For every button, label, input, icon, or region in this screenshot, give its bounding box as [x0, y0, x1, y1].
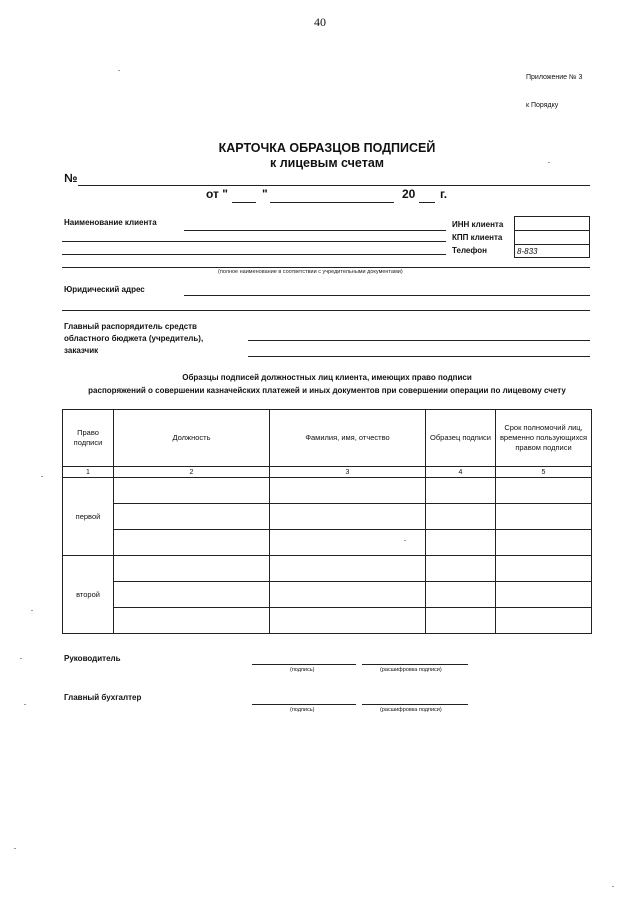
head-decode-caption: (расшифровка подписи): [380, 667, 442, 673]
accountant-decode-caption: (расшифровка подписи): [380, 707, 442, 713]
signature-cell[interactable]: [426, 478, 496, 504]
inn-label: ИНН клиента: [452, 220, 504, 229]
manager-label-2: областного бюджета (учредитель),: [64, 334, 204, 343]
page-number: 40: [314, 15, 326, 29]
manager-line-1[interactable]: [248, 340, 590, 341]
kpp-label: КПП клиента: [452, 233, 503, 242]
scan-speck: [24, 704, 26, 705]
client-name-line-4[interactable]: [62, 267, 590, 268]
position-cell[interactable]: [114, 582, 270, 608]
scan-speck: [404, 540, 406, 541]
table-row: [63, 478, 592, 504]
signature-cell[interactable]: [426, 530, 496, 556]
header-right-to-sign: Право подписи: [63, 410, 114, 467]
client-name-line-3[interactable]: [62, 254, 446, 255]
group-first: первой: [63, 478, 114, 556]
form-subtitle: к лицевым счетам: [269, 156, 385, 170]
accountant-sign-caption: (подпись): [290, 707, 315, 713]
table-row: [63, 582, 592, 608]
kpp-field[interactable]: [515, 231, 589, 245]
date-year-suffix: г.: [440, 187, 448, 201]
signature-cell[interactable]: [426, 582, 496, 608]
column-number: 4: [426, 467, 496, 478]
date-quote-close: ": [262, 187, 268, 201]
table-row: [63, 556, 592, 582]
date-year-prefix: 20: [402, 187, 416, 201]
scan-speck: [41, 476, 43, 477]
legal-address-line-2[interactable]: [62, 310, 590, 311]
term-cell[interactable]: [496, 530, 592, 556]
head-sign-line[interactable]: [252, 664, 356, 665]
number-label: №: [64, 171, 78, 185]
legal-address-label: Юридический адрес: [64, 285, 145, 294]
inn-field[interactable]: [515, 217, 589, 231]
column-number: 3: [270, 467, 426, 478]
date-year-line[interactable]: [419, 202, 435, 203]
accountant-decode-line[interactable]: [362, 704, 468, 705]
number-field-line[interactable]: [78, 185, 590, 186]
scan-speck: [14, 848, 16, 849]
head-decode-line[interactable]: [362, 664, 468, 665]
full-name-cell[interactable]: [270, 530, 426, 556]
position-cell[interactable]: [114, 478, 270, 504]
appendix-line-2: к Порядку: [526, 102, 559, 109]
scan-speck: [118, 70, 120, 71]
table-row: [63, 530, 592, 556]
appendix-line-1: Приложение № 3: [526, 74, 583, 81]
signature-cell[interactable]: [426, 608, 496, 634]
full-name-cell[interactable]: [270, 504, 426, 530]
full-name-cell[interactable]: [270, 582, 426, 608]
table-heading-2: распоряжений о совершении казначейских платежей и иных документов при совершении операции по лицевому счету: [88, 386, 566, 395]
term-cell[interactable]: [496, 556, 592, 582]
position-cell[interactable]: [114, 504, 270, 530]
scan-speck: [548, 162, 550, 163]
column-number: 1: [63, 467, 114, 478]
full-name-cell[interactable]: [270, 608, 426, 634]
date-day-line[interactable]: [232, 202, 256, 203]
term-cell[interactable]: [496, 478, 592, 504]
table-row: [63, 504, 592, 530]
client-name-line-2[interactable]: [62, 241, 446, 242]
signature-rights-table: [62, 409, 592, 634]
table-header-row: [63, 410, 592, 467]
position-cell[interactable]: [114, 556, 270, 582]
full-name-cell[interactable]: [270, 556, 426, 582]
table-number-row: [63, 467, 592, 478]
manager-label-1: Главный распорядитель средств: [64, 322, 197, 331]
head-sign-caption: (подпись): [290, 667, 315, 673]
header-full-name: Фамилия, имя, отчество: [270, 410, 426, 467]
term-cell[interactable]: [496, 504, 592, 530]
client-name-line-1[interactable]: [184, 230, 446, 231]
scan-speck: [612, 886, 614, 887]
header-position: Должность: [114, 410, 270, 467]
header-signature-sample: Образец подписи: [426, 410, 496, 467]
position-cell[interactable]: [114, 530, 270, 556]
form-title: КАРТОЧКА ОБРАЗЦОВ ПОДПИСЕЙ: [218, 141, 436, 155]
accountant-label: Главный бухгалтер: [64, 693, 142, 702]
table-heading-1: Образцы подписей должностных лиц клиента, имеющих право подписи: [182, 373, 472, 382]
accountant-sign-line[interactable]: [252, 704, 356, 705]
client-info-box: [514, 216, 590, 258]
client-name-label: Наименование клиента: [64, 218, 157, 227]
scan-speck: [20, 658, 22, 659]
group-second: второй: [63, 556, 114, 634]
term-cell[interactable]: [496, 608, 592, 634]
manager-label-3: заказчик: [64, 346, 99, 355]
phone-label: Телефон: [452, 246, 487, 255]
signature-cell[interactable]: [426, 556, 496, 582]
table-row: [63, 608, 592, 634]
appendix-note: [526, 64, 582, 120]
manager-line-2[interactable]: [248, 356, 590, 357]
term-cell[interactable]: [496, 582, 592, 608]
column-number: 5: [496, 467, 592, 478]
full-name-cell[interactable]: [270, 478, 426, 504]
signature-cell[interactable]: [426, 504, 496, 530]
position-cell[interactable]: [114, 608, 270, 634]
client-name-caption: (полное наименование в соответствии с учредительными документами): [218, 269, 403, 275]
legal-address-line-1[interactable]: [184, 295, 590, 296]
head-label: Руководитель: [64, 654, 121, 663]
date-from-label: от ": [206, 187, 228, 201]
scan-speck: [31, 610, 33, 611]
date-month-line[interactable]: [270, 202, 394, 203]
phone-field[interactable]: 8-833: [517, 247, 538, 256]
header-term-of-authority: Срок полномочий лиц, временно пользующихся правом подписи: [496, 410, 592, 467]
column-number: 2: [114, 467, 270, 478]
